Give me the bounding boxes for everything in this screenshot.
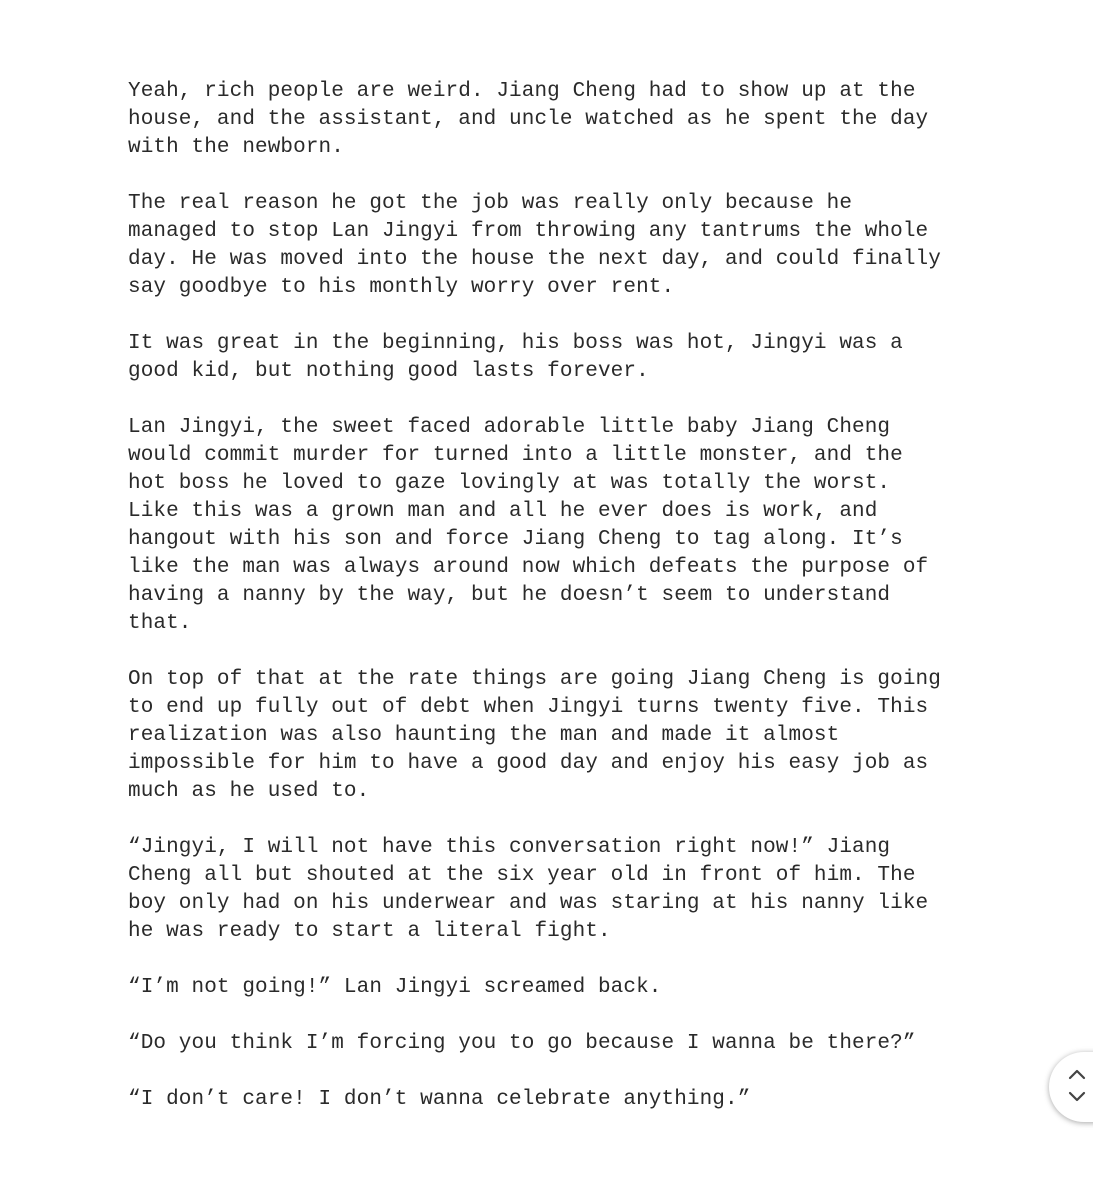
document-body	[128, 78, 1028, 1142]
paragraph: On top of that at the rate things are going Jiang Cheng is going to end up fully out of debt when Jingyi turns twenty five. This realization was also haunting the man and made it almost impossible for him to have a good day and enjoy his easy job as much as he used to.	[128, 668, 941, 803]
chevron-down-icon[interactable]	[1067, 1090, 1087, 1104]
paragraph: “I don’t care! I don’t wanna celebrate anything.”	[128, 1088, 751, 1111]
paragraph: The real reason he got the job was really only because he managed to stop Lan Jingyi from throwing any tantrums the whole day. He was moved into the house the next day, and could finally say goodbye to his monthly worry over rent.	[128, 192, 941, 299]
chevron-up-icon[interactable]	[1067, 1067, 1087, 1081]
paragraph: “Do you think I’m forcing you to go because I wanna be there?”	[128, 1032, 916, 1055]
scroll-navigation[interactable]	[1049, 1052, 1093, 1122]
paragraph: Yeah, rich people are weird. Jiang Cheng had to show up at the house, and the assistant, and uncle watched as he spent the day with the newborn.	[128, 80, 929, 159]
paragraph: “Jingyi, I will not have this conversation right now!” Jiang Cheng all but shouted at the six year old in front of him. The boy only had on his underwear and was staring at his nanny like he was ready to start a literal fight.	[128, 836, 929, 943]
paragraph: “I’m not going!” Lan Jingyi screamed back.	[128, 976, 662, 999]
paragraph: Lan Jingyi, the sweet faced adorable little baby Jiang Cheng would commit murder for turned into a little monster, and the hot boss he loved to gaze lovingly at was totally the worst. Like this was a grown man and all he ever does is work, and hangout with his son and force Jiang Cheng to tag along. It’s like the man was always around now which defeats the purpose of having a nanny by the way, but he doesn’t seem to understand that.	[128, 416, 929, 635]
paragraph: It was great in the beginning, his boss was hot, Jingyi was a good kid, but nothing good lasts forever.	[128, 332, 903, 383]
